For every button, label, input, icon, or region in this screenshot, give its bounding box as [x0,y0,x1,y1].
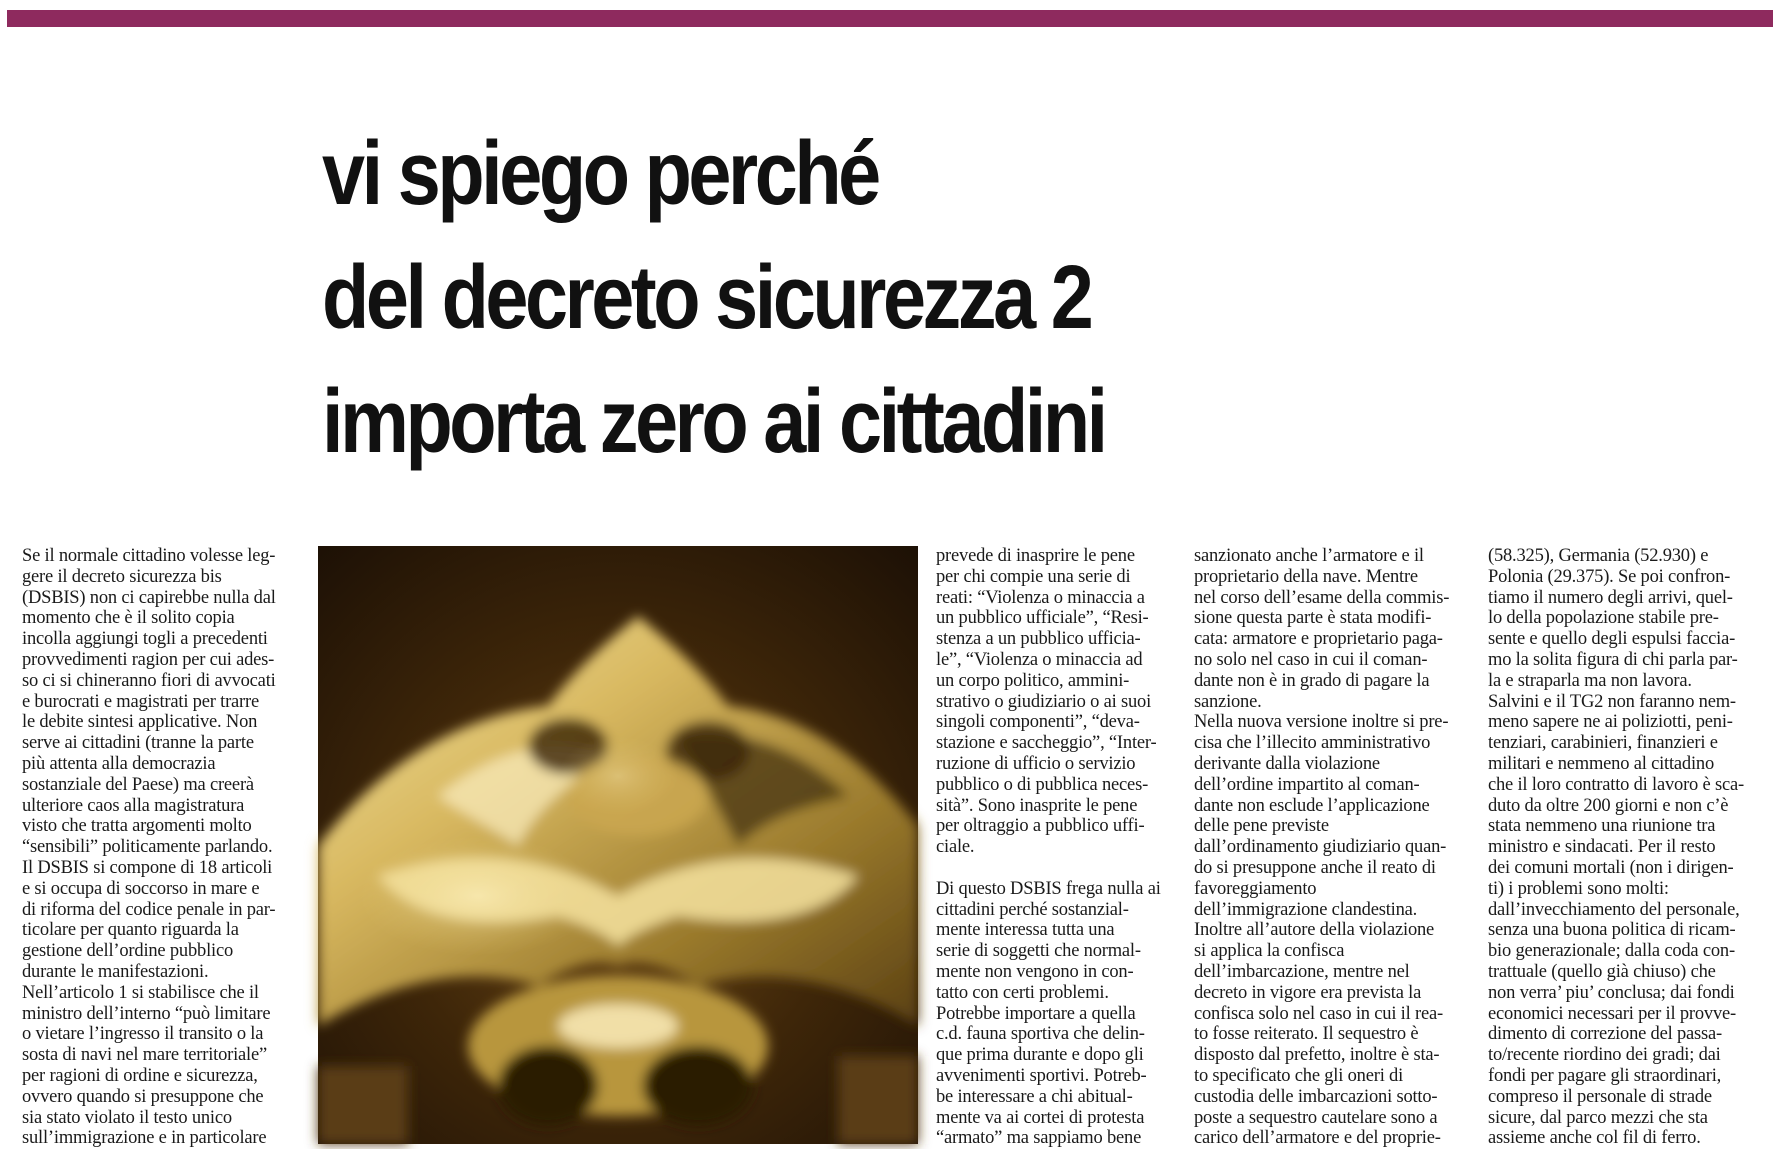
column-text-line: meno sapere ne ai poliziotti, peni- [1488,712,1733,733]
column-text-line: to fosse reiterato. Il sequestro è [1194,1024,1419,1045]
column-text-line: dimento di correzione del passa- [1488,1024,1723,1045]
column-text-line: derivante dalla violazione [1194,753,1380,774]
column-text-line: un pubblico ufficiale”, “Resi- [936,608,1149,629]
column-text-line: Se il normale cittadino volesse leg- [22,546,276,566]
column-text-line: mente va ai cortei di protesta [936,1107,1145,1128]
column-text-line: più attenta alla democrazia [22,753,216,774]
column-text-line: dall’ordinamento giudiziario quan- [1194,837,1447,858]
column-text-line: cisa che l’illecito amministrativo [1194,733,1431,754]
column-text-line: be interessare a chi abitual- [936,1086,1133,1107]
column-text-line: proprietario della nave. Mentre [1194,566,1418,587]
article-column-2 [936,546,1180,1149]
column-text-line: visto che tratta argomenti molto [22,816,252,837]
column-text-line: lo della popolazione stabile pre- [1488,608,1719,629]
gilded-ornament-image [318,546,918,1144]
column-text-line: gere il decreto sicurezza bis [22,566,222,587]
column-text-line: la e straparla ma non lavora. [1488,670,1692,691]
column-text-line: dante non esclude l’applicazione [1194,795,1430,816]
column-text-line: que prima durante e dopo gli [936,1045,1144,1066]
column-text-line: le”, “Violenza o minaccia ad [936,649,1143,670]
column-text-line: sione questa parte è stata modifi- [1194,608,1432,629]
column-text-line: dell’imbarcazione, mentre nel [1194,961,1410,982]
column-text-line: Il DSBIS si compone di 18 articoli [22,857,273,878]
column-text-line: to/recente riordino dei gradi; dai [1488,1045,1721,1066]
column-text-line: c.d. fauna sportiva che delin- [936,1024,1145,1045]
column-text-line: sosta di navi nel mare territoriale” [22,1045,268,1066]
column-text-line: ruzione di ufficio o servizio [936,753,1136,774]
column-text-line: sità”. Sono inasprite le pene [936,795,1138,816]
column-text-line: dall’invecchiamento del personale, [1488,899,1740,920]
column-text-line: economici necessari per il provve- [1488,1003,1736,1024]
column-text-line: sanzione. [1194,691,1262,712]
column-text-line: bio generazionale; dalla coda con- [1488,941,1735,962]
headline-line-3: importa zero ai cittadini [322,372,1105,472]
column-text-line: so ci si chineranno fiori di avvocati [22,670,276,691]
column-text-line: carico dell’armatore e del proprie- [1194,1128,1441,1149]
column-text-line: poste a sequestro cautelare sono a [1194,1107,1438,1128]
column-text-line: di riforma del codice penale in par- [22,899,276,920]
column-text-line: Di questo DSBIS frega nulla ai [936,878,1161,899]
column-text-line: senza una buona politica di ricam- [1488,920,1736,941]
column-text-line: (DSBIS) non ci capirebbe nulla dal [22,587,276,608]
column-text-line: compreso il personale di strade [1488,1086,1712,1107]
column-text-line: confisca solo nel caso in cui il rea- [1194,1003,1443,1024]
column-text-line: duto da oltre 200 giorni e non c’è [1488,795,1729,816]
column-text-line [936,858,1180,879]
article-column-1 [22,546,304,1149]
column-text-line: tatto con certi problemi. [936,982,1109,1003]
column-text-line: serie di soggetti che normal- [936,941,1141,962]
column-text-line: dell’ordine impartito al coman- [1194,774,1420,795]
headline [322,112,1440,484]
column-text-line: si applica la confisca [1194,941,1345,962]
column-text-line: dell’immigrazione clandestina. [1194,899,1418,920]
column-text-line: sicure, dal parco mezzi che sta [1488,1107,1708,1128]
column-text-line: incolla aggiungi togli a precedenti [22,629,268,650]
column-text-line: ticolare per quanto riguarda la [22,920,239,941]
column-text-line: Salvini e il TG2 non faranno nem- [1488,691,1736,712]
column-text-line: stata nemmeno una riunione tra [1488,816,1716,837]
column-text-line: Polonia (29.375). Se poi confron- [1488,566,1731,587]
column-text-line: o vietare l’ingresso il transito o la [22,1024,264,1045]
column-text-line: delle pene previste [1194,816,1329,837]
column-text-line: ministro dell’interno “può limitare [22,1003,271,1024]
column-text-line: decreto in vigore era prevista la [1194,982,1422,1003]
column-text-line: e burocrati e magistrati per trarre [22,691,259,712]
column-text-line: ciale. [936,837,975,858]
headline-line-1: vi spiego perché [322,124,878,224]
column-text-line: sull’immigrazione e in particolare [22,1128,267,1149]
column-text-line: per chi compie una serie di [936,566,1131,587]
column-text-line: do si presuppone anche il reato di [1194,857,1436,878]
column-text-line: stazione e saccheggio”, “Inter- [936,733,1157,754]
column-text-line: provvedimenti ragion per cui ades- [22,649,275,670]
column-text-line: militari e nemmeno al cittadino [1488,753,1715,774]
column-text-line: le debite sintesi applicative. Non [22,712,258,733]
column-text-line: tiamo il numero degli arrivi, quel- [1488,587,1733,608]
column-text-line: singoli componenti”, “deva- [936,712,1140,733]
column-text-line: favoreggiamento [1194,878,1317,899]
column-text-line: no solo nel caso in cui il coman- [1194,649,1428,670]
column-text-line: “armato” ma sappiamo bene [936,1128,1142,1149]
column-text-line: to specificato che gli oneri di [1194,1065,1404,1086]
column-text-line: sostanziale del Paese) ma creerà [22,774,254,795]
column-text-line: nel corso dell’esame della commis- [1194,587,1450,608]
column-text-line: pubblico o di pubblica neces- [936,774,1149,795]
column-text-line: ovvero quando si presuppone che [22,1086,264,1107]
column-text-line: custodia delle imbarcazioni sotto- [1194,1086,1438,1107]
column-text-line: non verra’ piu’ conclusa; dai fondi [1488,982,1735,1003]
column-text-line: (58.325), Germania (52.930) e [1488,546,1709,566]
column-text-line: Nella nuova versione inoltre si pre- [1194,712,1449,733]
column-text-line: prevede di inasprire le pene [936,546,1135,566]
column-text-line: sente e quello degli espulsi faccia- [1488,629,1736,650]
column-text-line: strativo o giudiziario o ai suoi [936,691,1152,712]
column-text-line: sanzionato anche l’armatore e il [1194,546,1424,566]
column-text-line: Nell’articolo 1 si stabilisce che il [22,982,259,1003]
top-accent-bar [7,10,1773,27]
column-text-line: assieme anche col fil di ferro. [1488,1128,1701,1149]
column-text-line: tenziari, carabinieri, finanzieri e [1488,733,1718,754]
column-text-line: cata: armatore e proprietario paga- [1194,629,1443,650]
column-text-line: mente non vengono in con- [936,961,1134,982]
column-text-line: che il loro contratto di lavoro è sca- [1488,774,1744,795]
column-text-line: trattuale (quello già chiuso) che [1488,961,1716,982]
column-text-line: disposto dal prefetto, inoltre è sta- [1194,1045,1440,1066]
column-text-line: momento che è il solito copia [22,608,235,629]
column-text-line: gestione dell’ordine pubblico [22,941,234,962]
column-text-line: ti) i problemi sono molti: [1488,878,1669,899]
column-text-line: avvenimenti sportivi. Potreb- [936,1065,1147,1086]
column-text-line: cittadini perché sostanzial- [936,899,1129,920]
article-column-4 [1488,546,1760,1149]
column-text-line: ministro e sindacati. Per il resto [1488,837,1716,858]
column-text-line: dei comuni mortali (non i dirigen- [1488,857,1734,878]
column-text-line: mo la solita figura di chi parla par- [1488,649,1738,670]
column-text-line: Inoltre all’autore della violazione [1194,920,1435,941]
column-text-line: serve ai cittadini (tranne la parte [22,733,254,754]
column-text-line: “sensibili” politicamente parlando. [22,837,273,858]
column-text-line: mente interessa tutta una [936,920,1115,941]
column-text-line: fondi per pagare gli straordinari, [1488,1065,1722,1086]
column-text-line: e si occupa di soccorso in mare e [22,878,260,899]
column-text-line: sia stato violato il testo unico [22,1107,232,1128]
ornament-photo [318,546,918,1144]
column-text-line: reati: “Violenza o minaccia a [936,587,1145,608]
column-text-line: per oltraggio a pubblico uffi- [936,816,1145,837]
column-text-line: Potrebbe importare a quella [936,1003,1136,1024]
article-column-3 [1194,546,1450,1149]
column-text-line: dante non è in grado di pagare la [1194,670,1430,691]
column-text-line: un corpo politico, ammini- [936,670,1130,691]
column-text-line: ulteriore caos alla magistratura [22,795,245,816]
column-text-line: stenza a un pubblico ufficia- [936,629,1141,650]
column-text-line: per ragioni di ordine e sicurezza, [22,1065,258,1086]
headline-line-2: del decreto sicurezza 2 [322,248,1091,348]
column-text-line: durante le manifestazioni. [22,961,209,982]
